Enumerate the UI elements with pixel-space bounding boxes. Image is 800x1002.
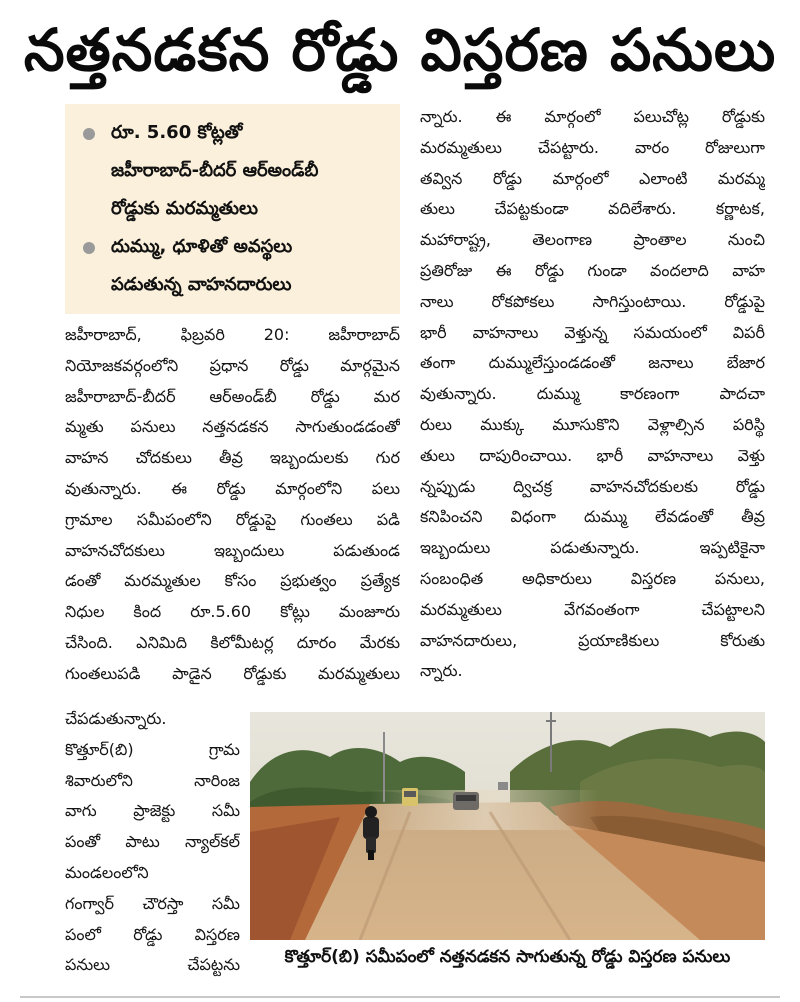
article-line: గంగ్వార్‌ చౌరస్తా సమీ: [65, 893, 240, 913]
article-line: తులు చేపట్టకుండా వదిలేశారు. కర్ణాటక,: [420, 199, 765, 219]
article-line: డంతో మరమ్మతుల కోసం ప్రభుత్వం ప్రత్యేక: [65, 571, 400, 591]
summary-box: [65, 104, 400, 314]
road-photo: [250, 712, 765, 940]
article-line: మహారాష్ట్ర, తెలంగాణ ప్రాంతాల నుంచి: [420, 230, 765, 250]
bullet-dot-icon: [83, 242, 95, 254]
article-line: కనిపించని విధంగా దుమ్ము లేవడంతో తీవ్ర: [420, 507, 765, 527]
article-line: వాగు ప్రాజెక్టు సమీ: [65, 801, 240, 821]
article-line: పంలో రోడ్డు విస్తరణ: [65, 924, 240, 944]
article-right-column: [420, 102, 765, 687]
article-line: భారీ వాహనాలు వెళ్తున్న సమయంలో విపరీ: [420, 322, 765, 342]
headline: నత్తనడకన రోడ్డు విస్తరణ పనులు: [23, 16, 777, 84]
article-line: వుతున్నారు. ఈ రోడ్డు మార్గంలోని పలు: [65, 478, 400, 498]
article-line: నియోజకవర్గంలోని ప్రధాన రోడ్డు మార్గమైన: [65, 355, 400, 375]
photo-caption: కొత్తూర్‌(బి) సమీపంలో నత్తనడకన సాగుతున్న రోడ్డు విస్తరణ పనులు: [284, 947, 731, 967]
article-line: ప్రతిరోజు ఈ రోడ్డు గుండా వందలాది వాహ: [420, 260, 765, 280]
article-line: తవ్విన రోడ్డు మార్గంలో ఎలాంటి మరమ్మ: [420, 168, 765, 188]
article-line: జహీరాబాద్‌, ఫిబ్రవరి 20: జహీరాబాద్‌: [65, 325, 400, 344]
article-line: మండలంలోని: [65, 862, 149, 882]
article-line: చేపడుతున్నారు.: [65, 709, 167, 728]
article-line: వాహనదారులు, ప్రయాణికులు కోరుతు: [420, 630, 765, 650]
article-line: మ్మతు పనులు నత్తనడకన సాగుతుండడంతో: [65, 417, 400, 437]
article-line: వుతున్నారు. దుమ్ము కారణంగా పాదచా: [420, 384, 765, 404]
article-line: కొత్తూర్‌(బి) గ్రామ: [65, 739, 240, 759]
summary-line: రోడ్డుకు మరమ్మతులు: [111, 198, 258, 219]
article-line: గ్రామాల సమీపంలోని రోడ్డుపై గుంతలు పడి: [65, 509, 400, 529]
article-line: గుంతలుపడి పాడైన రోడ్డుకు మరమ్మతులు: [65, 663, 400, 683]
article-line: న్నారు.: [420, 661, 463, 681]
summary-bullet: [83, 114, 392, 228]
article-left-column: [65, 320, 400, 690]
article-line: వాహన చోదకులు తీవ్ర ఇబ్బందులకు గుర: [65, 448, 400, 468]
article-line: రులు ముక్కు మూసుకొని వెళ్లాల్సిన పరిస్థి: [420, 414, 765, 434]
article-line: ఇబ్బందులు పడుతున్నారు. ఇప్పటికైనా: [420, 538, 765, 558]
article-line: మరమ్మతులు చేపట్టారు. వారం రోజులుగా: [420, 137, 765, 157]
article-line: చేసింది. ఎనిమిది కిలోమీటర్ల దూరం మేరకు: [65, 632, 400, 652]
article-line: నాలు రోకపోకలు సాగిస్తుంటాయి. రోడ్డుపై: [420, 291, 765, 311]
article-narrow-column: [65, 704, 240, 981]
article-line: తంగా దుమ్ములేస్తుండడంతో జనాలు బేజార: [420, 353, 765, 373]
summary-bullet: [83, 228, 392, 304]
article-line: వాహనచోదకులు ఇబ్బందులు పడుతుండ: [65, 540, 400, 560]
article-line: జహీరాబాద్‌-బీదర్‌ ఆర్‌అండ్‌బీ రోడ్డు మర: [65, 386, 400, 406]
article-line: సంబంధిత అధికారులు విస్తరణ పనులు,: [420, 568, 765, 588]
article-line: మరమ్మతులు వేగవంతంగా చేపట్టాలని: [420, 599, 765, 619]
article-line: న్నారు. ఈ మార్గంలో పలుచోట్ల రోడ్డుకు: [420, 107, 765, 126]
article-line: తులు దాపురించాయి. భారీ వాహనాలు వెళ్తు: [420, 445, 765, 465]
summary-line: రూ. 5.60 కోట్లతో: [111, 122, 243, 143]
article-line: నిధుల కింద రూ.5.60 కోట్లు మంజూరు: [65, 602, 400, 622]
article-line: పనులు చేపట్టను: [65, 955, 240, 975]
bullet-dot-icon: [83, 128, 95, 140]
summary-line: దుమ్ము, ధూళితో అవస్థలు: [111, 236, 293, 257]
article-line: న్నప్పుడు ద్విచక్ర వాహనచోదకులకు రోడ్డు: [420, 476, 765, 496]
article-line: శివారులోని నారింజ: [65, 770, 240, 790]
article-line: పంతో పాటు న్యాల్‌కల్‌: [65, 832, 240, 852]
bottom-divider: [20, 996, 780, 998]
summary-line: జహీరాబాద్‌-బీదర్‌ ఆర్‌అండ్‌బీ: [111, 160, 319, 181]
summary-line: పడుతున్న వాహనదారులు: [111, 274, 292, 295]
